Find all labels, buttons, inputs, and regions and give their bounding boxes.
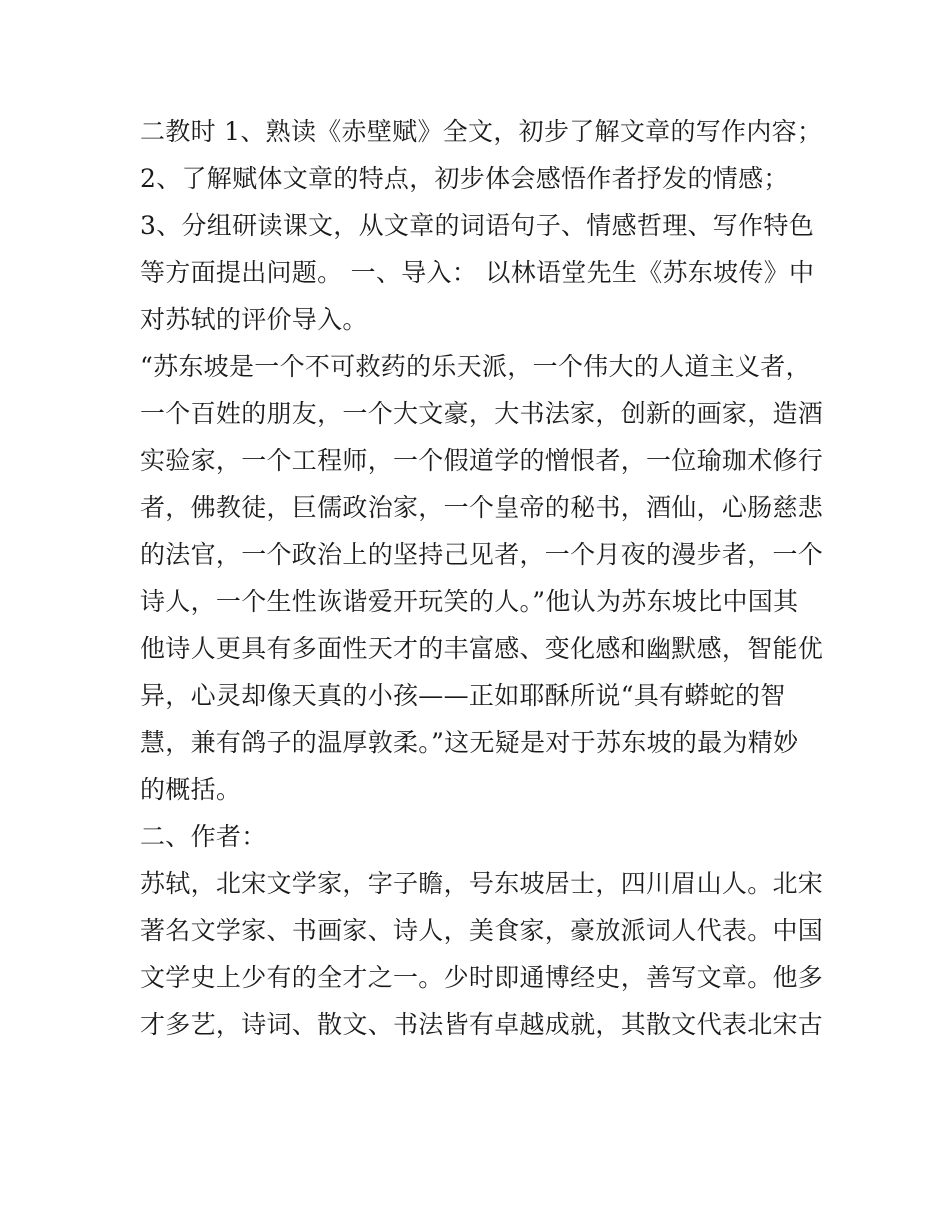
text-line: 实验家，一个工程师，一个假道学的憎恨者，一位瑜珈术修行 [140, 446, 824, 475]
text-line: 苏轼，北宋文学家，字子瞻，号东坡居士，四川眉山人。北宋 [140, 869, 824, 898]
text-line: 2、了解赋体文章的特点，初步体会感悟作者抒发的情感； [140, 164, 789, 193]
text-line: 3、分组研读课文，从文章的词语句子、情感哲理、写作特色 [140, 211, 815, 240]
text-line: 著名文学家、书画家、诗人，美食家，豪放派词人代表。中国 [140, 916, 824, 945]
text-line: 的法官，一个政治上的坚持己见者，一个月夜的漫步者，一个 [140, 540, 824, 569]
text-line: 二教时 1、熟读《赤壁赋》全文，初步了解文章的写作内容； [140, 117, 823, 146]
text-line: 对苏轼的评价导入。 [140, 305, 368, 334]
text-line: 异，心灵却像天真的小孩——正如耶酥所说“具有蟒蛇的智 [140, 681, 786, 710]
text-line: 慧，兼有鸽子的温厚敦柔。”这无疑是对于苏东坡的最为精妙 [140, 728, 799, 757]
text-line: 者，佛教徒，巨儒政治家，一个皇帝的秘书，酒仙，心肠慈悲 [140, 493, 824, 522]
text-line: 等方面提出问题。 一、导入： 以林语堂先生《苏东坡传》中 [140, 258, 815, 287]
document-body [140, 108, 824, 1048]
text-line: 才多艺，诗词、散文、书法皆有卓越成就，其散文代表北宋古 [140, 1010, 824, 1039]
text-line: 文学史上少有的全才之一。少时即通博经史，善写文章。他多 [140, 963, 824, 992]
section-heading: 二、作者： [140, 822, 267, 851]
text-line: 他诗人更具有多面性天才的丰富感、变化感和幽默感，智能优 [140, 634, 824, 663]
text-line: “苏东坡是一个不可救药的乐天派，一个伟大的人道主义者， [140, 352, 811, 381]
text-line: 诗人，一个生性诙谐爱开玩笑的人。”他认为苏东坡比中国其 [140, 587, 799, 616]
text-line: 一个百姓的朋友，一个大文豪，大书法家，创新的画家，造酒 [140, 399, 824, 428]
text-line: 的概括。 [140, 775, 242, 804]
